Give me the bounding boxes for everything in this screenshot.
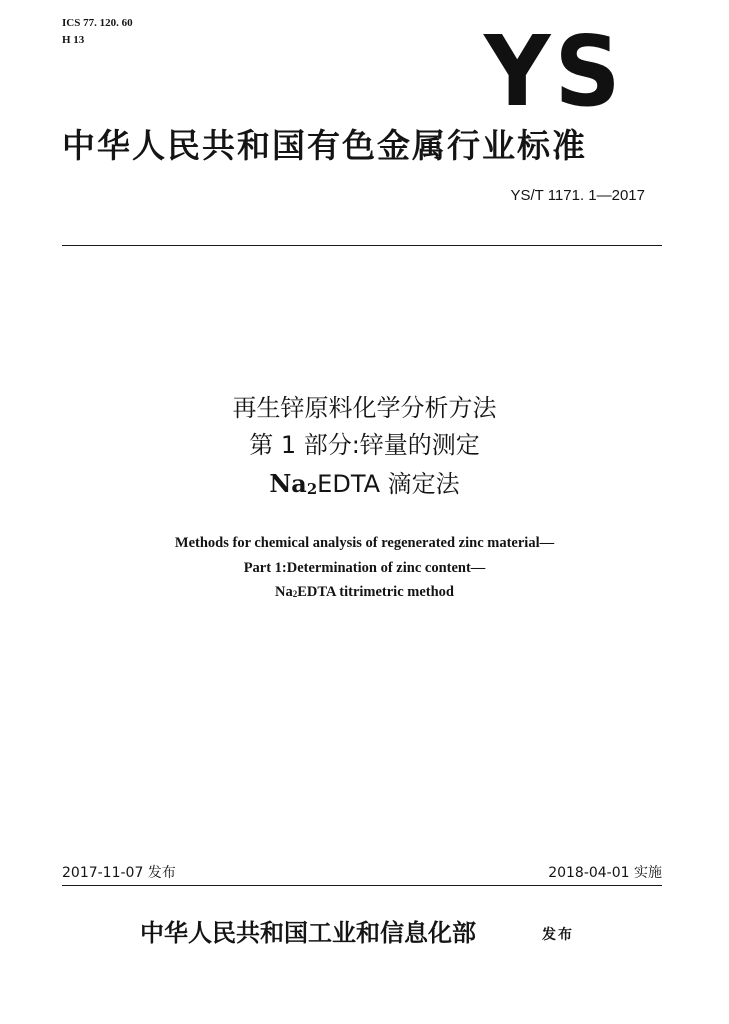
classification-codes	[62, 15, 133, 49]
standard-number: YS/T 1171. 1—2017	[510, 187, 645, 204]
title-cn-chem-prefix: Na	[269, 469, 307, 498]
organization-title: 中华人民共和国有色金属行业标准	[62, 126, 587, 165]
title-cn-line1: 再生锌原料化学分析方法	[232, 394, 497, 422]
title-cn-line3	[0, 466, 729, 505]
title-cn-line2: 第 1 部分:锌量的测定	[249, 431, 480, 459]
ccs-code: H 13	[62, 34, 85, 46]
issuing-authority: 中华人民共和国工业和信息化部	[140, 918, 476, 947]
effective-date: 2018-04-01 实施	[548, 865, 662, 881]
issue-action: 发布	[542, 927, 574, 943]
ics-code: ICS 77. 120. 60	[62, 17, 133, 29]
issue-date: 2017-11-07 发布	[62, 865, 176, 881]
bottom-divider	[62, 885, 662, 886]
title-en-line1: Methods for chemical analysis of regenerated zinc material—	[174, 535, 555, 551]
top-divider	[62, 245, 662, 246]
title-cn-line3-rest: EDTA 滴定法	[317, 470, 460, 498]
title-en-chem-prefix: Na	[274, 584, 293, 600]
title-en-line3	[0, 580, 729, 606]
title-cn-chem-subscript: 2	[306, 479, 318, 498]
title-en-line3-rest: EDTA titrimetric method	[297, 584, 454, 600]
title-en-line2: Part 1:Determination of zinc content—	[243, 560, 486, 576]
title-en-chem-subscript: 2	[292, 589, 298, 600]
ys-logo: YS	[484, 15, 625, 129]
